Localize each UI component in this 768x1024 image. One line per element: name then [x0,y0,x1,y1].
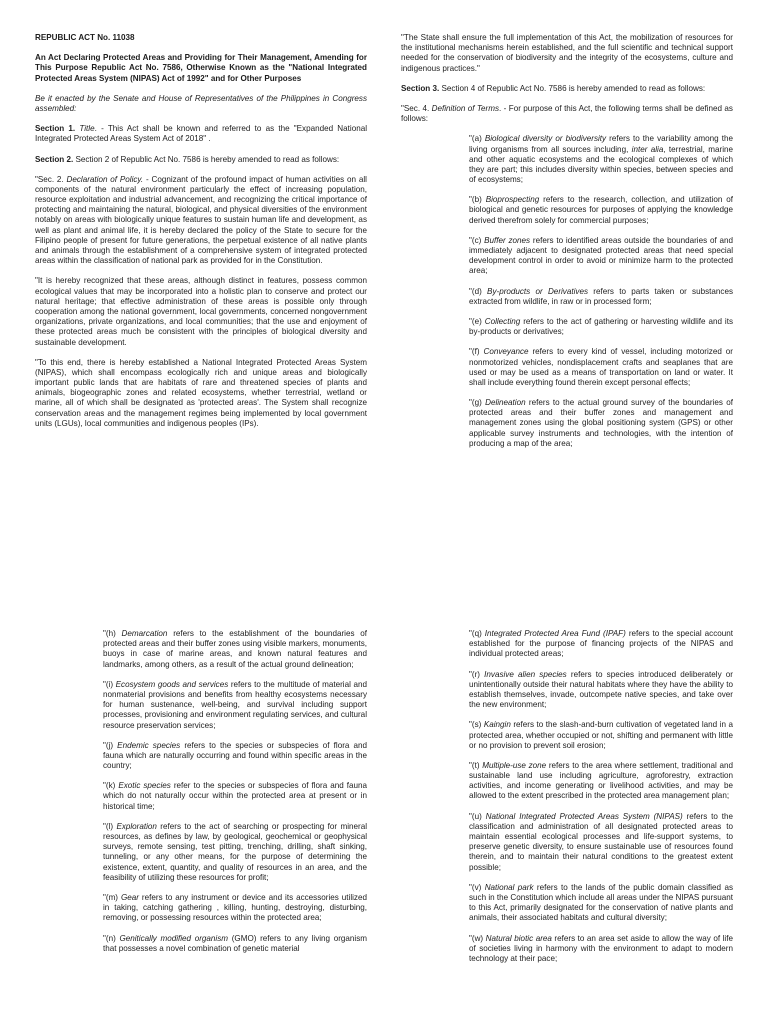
definition-item: "(n) Genitically modified organism (GMO) refers to any living organism that possesses a novel combination of genetic material [103,933,367,953]
definition-item: "(d) By-products or Derivatives refers to parts taken or substances extracted from wildlife, in raw or in processed form; [469,286,733,306]
definition-item: "(i) Ecosystem goods and services refers to the multitude of material and nonmaterial provisions and benefits from healthy ecosystems necessary for human sustenance, well-being, and survival including support processes, provisioning and environment regulating services, and cultural resource preservation services; [103,679,367,730]
definition-item: "(w) Natural biotic area refers to an area set aside to allow the way of life of societies living in harmony with the environment to adapt to modern technology at their pace; [469,933,733,963]
definition-item: "(j) Endemic species refers to the species or subspecies of flora and fauna which are naturally occurring and found within specific areas in the country; [103,740,367,771]
definition-of-terms: "Sec. 4. Definition of Terms. - For purpose of this Act, the following terms shall be defined as follows: [401,103,733,124]
definition-item: "(l) Exploration refers to the act of searching or prospecting for mineral resources, as defines by law, by geological, geochemical or geophysical surveys, remote sensing, test pitting, trenching, drilling, shaft sinking, tunneling, or any other means, for the purpose of determining the existence, extent, quantity, and quality of resources in an area, and the feasibility of utilizing these resources for profit; [103,821,367,882]
section-1: Section 1. Title. - This Act shall be known and referred to as the "Expanded National Integrated Protected Areas System Act of 2018" . [35,124,367,144]
definition-item: "(t) Multiple-use zone refers to the area where settlement, traditional and sustainable land use including agriculture, agroforestry, extraction activities, and income generating or livelihood activities, and may be allowed to the extent prescribed in the protected area management plan; [469,760,733,801]
page-1-left-column [35,33,367,553]
definition-item: "(v) National park refers to the lands of the public domain classified as such in the Constitution which include all areas under the NIPAS pursuant to this Act, primarily designated for the conservation of native plants and animals, their associated habitats and cultural diversity; [469,882,733,923]
definition-item: "(k) Exotic species refer to the species or subspecies of flora and fauna which do not naturally occur within the protected area at present or in historical time; [103,781,367,811]
act-subtitle: An Act Declaring Protected Areas and Providing for Their Management, Amending for This Purpose Republic Act No. 7586, Otherwise Known as the "National Integrated Protected Areas System (NIPAS) Act of 1992" and for Other Purposes [35,53,367,83]
section-3: Section 3. Section 4 of Republic Act No. 7586 is hereby amended to read as follows: [401,83,706,93]
definition-item: "(c) Buffer zones refers to identified areas outside the boundaries of and immediately adjacent to designated protected areas that need special development control in order to avoid or minimize harm to the protected area; [469,235,733,276]
definition-item: "(h) Demarcation refers to the establishment of the boundaries of protected areas and their buffer zones using visible markers, monuments, buoys in case of marine areas, and known natural features and landmarks, among others, as a result of the actual ground delineation; [103,629,367,669]
enacting-clause: Be it enacted by the Senate and House of Representatives of the Philippines in Congress assembled: [35,93,367,113]
state-paragraph: "The State shall ensure the full implementation of this Act, the mobilization of resources for the institutional mechanisms herein established, and the full scientific and technical support needed for the conservation of biodiversity and the integrity of the ecosystems, culture and indigenous practices." [401,33,733,73]
section-2: Section 2. Section 2 of Republic Act No. 7586 is hereby amended to read as follows: [35,154,340,164]
page-2-right-column [401,629,733,1024]
definition-item: "(a) Biological diversity or biodiversity refers to the variability among the living organisms from all sources including, inter alia, terrestrial, marine and other aquatic ecosystems and the ecological complexes of which they are part; this includes diversity within species, between species and of ecosystems; [469,134,733,185]
definition-item: "(s) Kaingin refers to the slash-and-burn cultivation of vegetated land in a protected area, whether occupied or not, shifting and permanent with little or no provision to prevent soil erosion; [469,720,733,750]
declaration-of-policy: "Sec. 2. Declaration of Policy. - Cognizant of the profound impact of human activities on all components of the natural environment particularly the effect of increasing population, resource exploitation and industrial advancement, and recognizing the critical importance of protecting and maintaining the natural, biological, and physical diversities of the environment notably on areas with biologically unique features to sustain human life and development, as well as plant and animal life, it is hereby declared the policy of the State to secure for the Filipino people of present for future generations, the perpetual existence of all native plants and animals through the establishment of a comprehensive system of integrated protected areas within the classification of national park as provided for in the Constitution. [35,174,367,266]
page-2-left-column [35,629,367,1024]
establishment-paragraph: "To this end, there is hereby established a National Integrated Protected Areas System (NIPAS), which shall encompass ecologically rich and unique areas and biologically important public lands that are habitats of rare and threatened species of plants and animals, biogeographic zones and related ecosystems, whether terrestrial, wetland or marine, all of which shall be designated as 'protected areas'. The System shall recognize conservation areas and the management regimes being implemented by local government units (LGUs), local communities and indigenous peoples (IPs). [35,357,367,428]
definition-item: "(g) Delineation refers to the actual ground survey of the boundaries of protected areas and their buffer zones and management and management zones using the global positioning system (GPS) or other applicable survey instruments and technologies, with the intention of producing a map of the area; [469,398,733,448]
definition-item: "(f) Conveyance refers to every kind of vessel, including motorized or nonmotorized vehicles, nondisplacement crafts and seaplanes that are used or may be used as a means of transportation on land or water. It shall include everything found therein except personal effects; [469,347,733,387]
definition-item: "(q) Integrated Protected Area Fund (IPAF) refers to the special account established for the purpose of financing projects of the NIPAS and individual protected areas; [469,629,733,659]
definition-item: "(r) Invasive alien species refers to species introduced deliberately or unintentionally outside their natural habitats where they have the ability to establish themselves, invade, outcompete native species, and take over the new environment; [469,669,733,710]
page-1-right-column [401,33,733,553]
definition-item: "(e) Collecting refers to the act of gathering or harvesting wildlife and its by-products or derivatives; [469,316,733,337]
definition-item: "(u) National Integrated Protected Areas System (NIPAS) refers to the classification and administration of all designated protected areas to maintain essential ecological processes and life-support systems, to preserve genetic diversity, to ensure sustainable use of resources found therein, and to maintain their natural conditions to the greatest extent possible; [469,811,733,872]
definition-item: "(m) Gear refers to any instrument or device and its accessories utilized in taking, catching gathering , killing, hunting, destroying, disturbing, removing, or possessing resources within the protected area; [103,892,367,923]
definition-item: "(b) Bioprospecting refers to the research, collection, and utilization of biological and genetic resources for purposes of applying the knowledge derived therefrom solely for commercial purposes; [469,195,733,225]
recognition-paragraph: "It is hereby recognized that these areas, although distinct in features, possess common ecological values that may be incorporated into a holistic plan to conserve and protect our natural heritage; that effective administration of these areas is possible only through cooperation among the national government, local governments, concerned nongovernment organizations, private organizations, and local communities; that the use and enjoyment of these protected areas much be consistent with the principles of biological diversity and sustainable development. [35,276,367,347]
act-title: REPUBLIC ACT No. 11038 [35,33,135,42]
